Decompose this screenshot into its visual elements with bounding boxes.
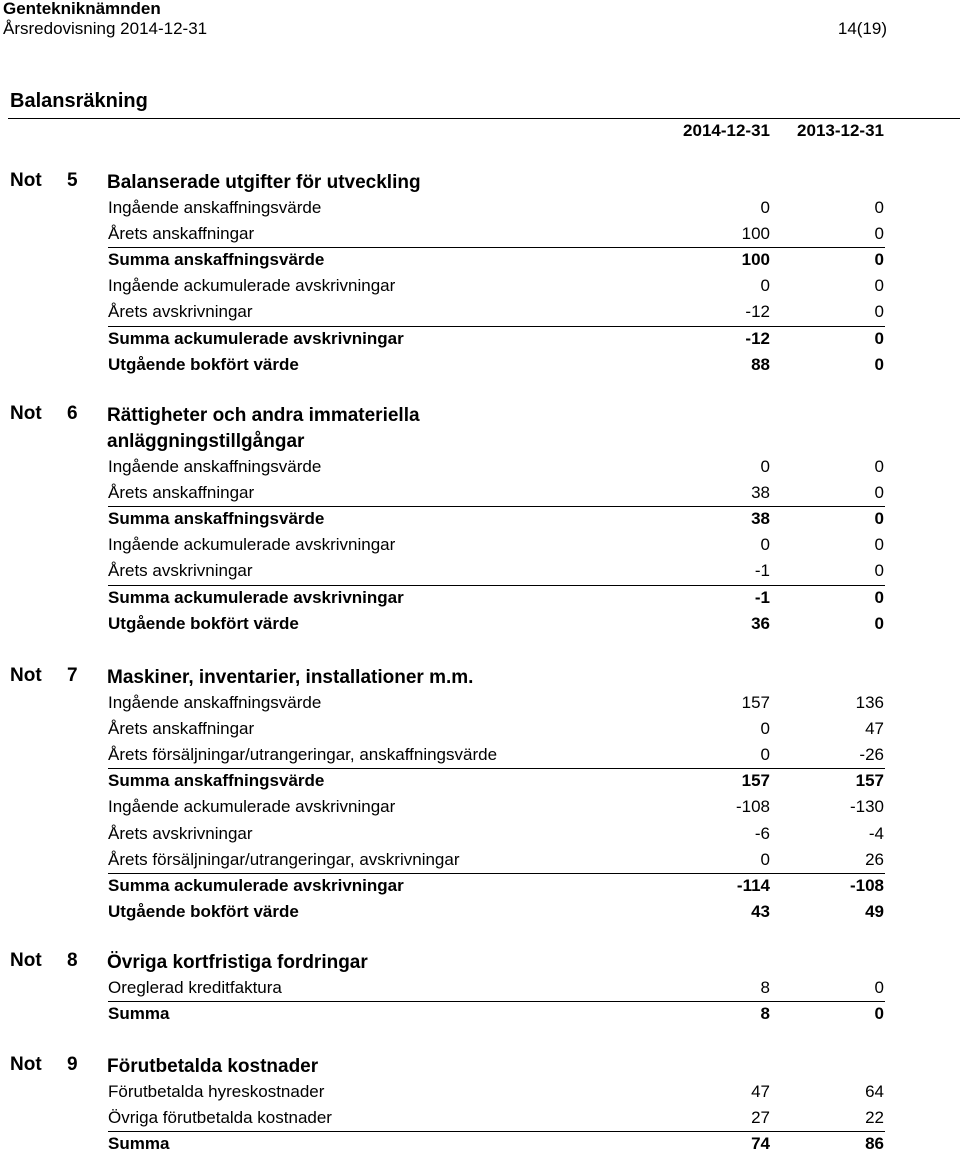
note-label: Not [10, 1054, 42, 1075]
row-value-2013: 49 [865, 902, 884, 921]
row-value-2014: 0 [760, 276, 770, 295]
row-value-2013: 0 [874, 509, 884, 528]
row-value-2013: 0 [874, 302, 884, 321]
row-value-2014: 8 [760, 1004, 770, 1023]
row-value-2013: 0 [874, 250, 884, 269]
row-value-2013: 22 [865, 1108, 884, 1127]
row-label: Årets försäljningar/utrangeringar, avskrivningar [108, 850, 460, 869]
row-value-2013: 0 [874, 978, 884, 997]
note-number: 9 [67, 1054, 78, 1075]
row-label: Årets anskaffningar [108, 719, 255, 738]
row-value-2013: 0 [874, 276, 884, 295]
row-value-2014: -1 [754, 588, 770, 607]
sum-underline [108, 1131, 885, 1132]
row-value-2014: 100 [741, 224, 770, 243]
row-value-2014: -12 [745, 302, 770, 321]
row-label: Årets avskrivningar [108, 824, 253, 843]
row-value-2013: 0 [874, 355, 884, 374]
row-label: Övriga förutbetalda kostnader [108, 1108, 332, 1127]
row-label: Årets anskaffningar [108, 224, 255, 243]
note-label: Not [10, 950, 42, 971]
sum-underline [108, 585, 885, 586]
row-label: Summa ackumulerade avskrivningar [108, 588, 404, 607]
report-title: Årsredovisning 2014-12-31 [3, 19, 208, 38]
row-value-2013: 0 [874, 588, 884, 607]
note-title: Rättigheter och andra immateriella anläggningstillgångar [107, 405, 420, 452]
row-value-2013: 0 [874, 457, 884, 476]
row-value-2014: 36 [751, 614, 770, 633]
row-label: Summa [108, 1004, 170, 1023]
row-value-2014: 0 [760, 745, 770, 764]
row-value-2014: 8 [760, 978, 770, 997]
row-value-2013: 0 [874, 614, 884, 633]
row-value-2013: 0 [874, 535, 884, 554]
row-value-2013: 136 [855, 693, 884, 712]
note-label: Not [10, 403, 42, 424]
row-value-2014: 100 [741, 250, 770, 269]
row-value-2014: 88 [751, 355, 770, 374]
row-label: Oreglerad kreditfaktura [108, 978, 282, 997]
row-label: Ingående ackumulerade avskrivningar [108, 535, 396, 554]
note-label: Not [10, 170, 42, 191]
row-value-2014: 43 [751, 902, 770, 921]
row-label: Ingående anskaffningsvärde [108, 693, 322, 712]
row-label: Ingående anskaffningsvärde [108, 457, 322, 476]
row-value-2013: 86 [865, 1134, 884, 1153]
row-value-2013: 0 [874, 483, 884, 502]
row-value-2014: 0 [760, 535, 770, 554]
row-label: Utgående bokfört värde [108, 614, 299, 633]
row-value-2013: 26 [865, 850, 884, 869]
sum-underline [108, 506, 885, 507]
title-divider [8, 118, 960, 119]
row-value-2014: 74 [751, 1134, 770, 1153]
note-number: 5 [67, 170, 78, 191]
note-title: Balanserade utgifter för utveckling [107, 172, 421, 193]
row-label: Årets avskrivningar [108, 302, 253, 321]
row-value-2014: 38 [751, 509, 770, 528]
row-label: Summa anskaffningsvärde [108, 250, 325, 269]
row-value-2014: 0 [760, 198, 770, 217]
section-title: Balansräkning [10, 90, 148, 112]
row-label: Summa ackumulerade avskrivningar [108, 876, 404, 895]
row-value-2014: -12 [745, 329, 770, 348]
row-value-2013: 0 [874, 561, 884, 580]
row-value-2013: 0 [874, 224, 884, 243]
row-value-2014: 157 [741, 693, 770, 712]
row-value-2013: 0 [874, 329, 884, 348]
row-value-2013: 157 [855, 771, 884, 790]
row-value-2014: 0 [760, 719, 770, 738]
row-label: Ingående anskaffningsvärde [108, 198, 322, 217]
row-label: Summa [108, 1134, 170, 1153]
note-label: Not [10, 665, 42, 686]
row-label: Summa ackumulerade avskrivningar [108, 329, 404, 348]
row-value-2014: 0 [760, 457, 770, 476]
row-value-2014: -1 [754, 561, 770, 580]
column-header-2014: 2014-12-31 [683, 121, 770, 140]
sum-underline [108, 873, 885, 874]
row-value-2013: 0 [874, 198, 884, 217]
row-value-2014: 38 [751, 483, 770, 502]
note-number: 7 [67, 665, 78, 686]
note-number: 8 [67, 950, 78, 971]
note-title: Maskiner, inventarier, installationer m.m. [107, 667, 474, 688]
row-label: Ingående ackumulerade avskrivningar [108, 276, 396, 295]
row-value-2014: 47 [751, 1082, 770, 1101]
note-title: Förutbetalda kostnader [107, 1056, 319, 1077]
row-value-2014: -114 [736, 876, 770, 895]
row-value-2013: 47 [865, 719, 884, 738]
row-value-2014: 157 [741, 771, 770, 790]
row-label: Utgående bokfört värde [108, 355, 299, 374]
row-label: Utgående bokfört värde [108, 902, 299, 921]
organization-name: Gentekniknämnden [3, 0, 161, 18]
row-label: Summa anskaffningsvärde [108, 509, 325, 528]
sum-underline [108, 247, 885, 248]
row-value-2013: -108 [849, 876, 884, 895]
row-value-2013: -4 [868, 824, 884, 843]
row-label: Årets försäljningar/utrangeringar, anskaffningsvärde [108, 745, 498, 764]
row-label: Förutbetalda hyreskostnader [108, 1082, 325, 1101]
page-number: 14(19) [837, 19, 887, 38]
row-value-2014: -6 [754, 824, 770, 843]
row-value-2014: 27 [751, 1108, 770, 1127]
row-label: Årets anskaffningar [108, 483, 255, 502]
row-value-2013: -130 [849, 797, 884, 816]
column-header-2013: 2013-12-31 [797, 121, 884, 140]
row-value-2014: 0 [760, 850, 770, 869]
note-title: Övriga kortfristiga fordringar [107, 952, 368, 973]
sum-underline [108, 768, 885, 769]
row-label: Årets avskrivningar [108, 561, 253, 580]
sum-underline [108, 326, 885, 327]
sum-underline [108, 1001, 885, 1002]
row-value-2013: -26 [859, 745, 884, 764]
row-value-2013: 0 [874, 1004, 884, 1023]
row-label: Ingående ackumulerade avskrivningar [108, 797, 396, 816]
row-value-2013: 64 [865, 1082, 884, 1101]
note-number: 6 [67, 403, 78, 424]
row-label: Summa anskaffningsvärde [108, 771, 325, 790]
row-value-2014: -108 [735, 797, 770, 816]
